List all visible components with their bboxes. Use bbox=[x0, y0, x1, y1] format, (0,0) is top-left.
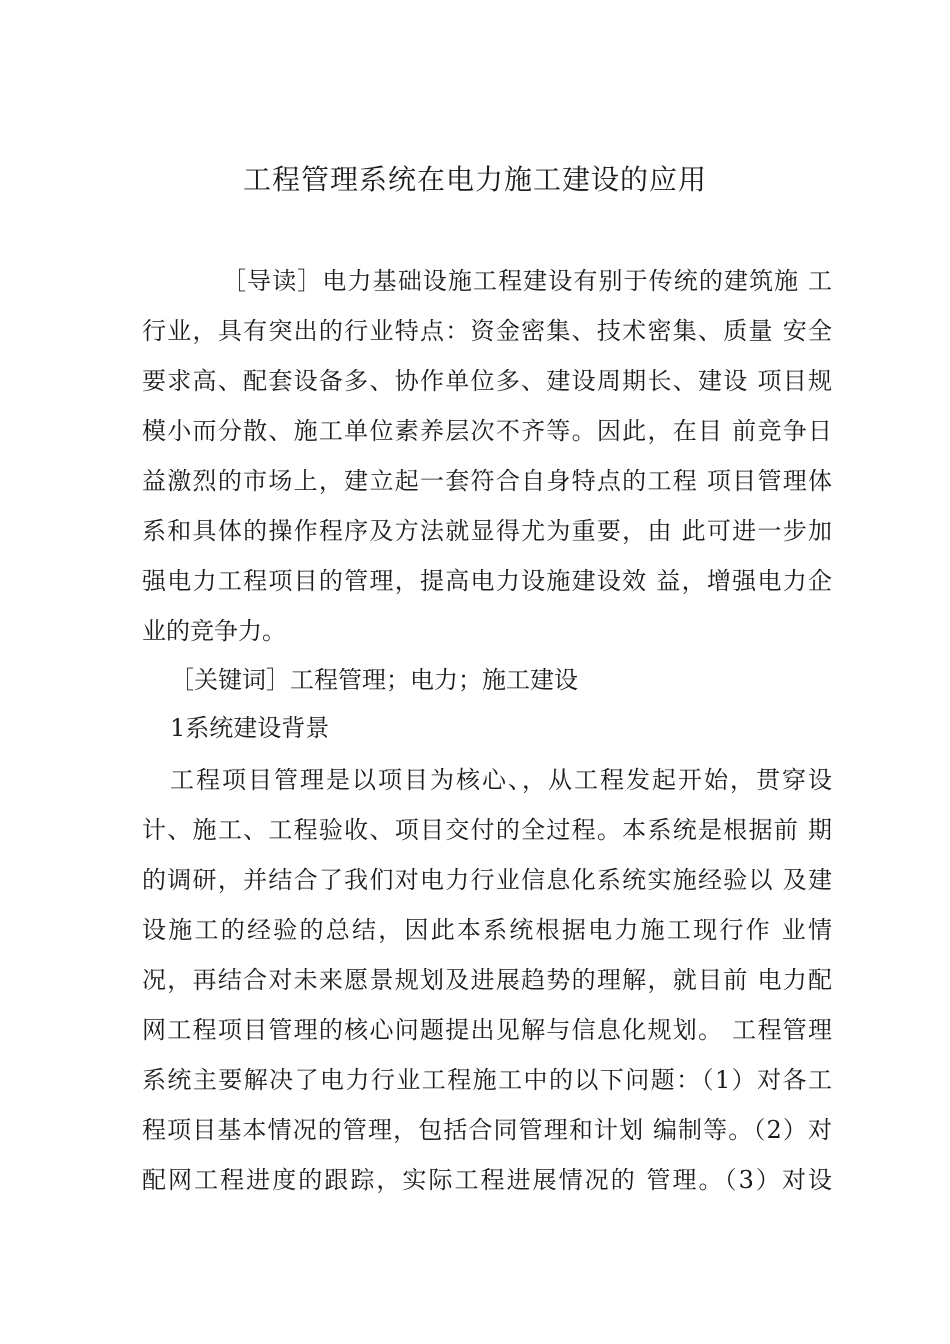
section-heading: 1系统建设背景 bbox=[170, 714, 330, 742]
document-title: 工程管理系统在电力施工建设的应用 bbox=[242, 163, 707, 196]
intro-line: 行业，具有突出的行业特点：资金密集、技术密集、质量 安全 bbox=[142, 317, 832, 345]
body-line: 系统主要解决了电力行业工程施工中的以下问题：（1）对各工 bbox=[142, 1066, 832, 1094]
keywords-line: ［关键词］工程管理；电力；施工建设 bbox=[170, 666, 578, 694]
intro-line: 业的竞争力。 bbox=[142, 617, 286, 645]
intro-line: 益激烈的市场上，建立起一套符合自身特点的工程 项目管理体 bbox=[142, 467, 832, 495]
body-line: 设施工的经验的总结，因此本系统根据电力施工现行作 业情 bbox=[142, 916, 832, 944]
intro-line: 系和具体的操作程序及方法就显得尤为重要，由 此可进一步加 bbox=[142, 517, 832, 545]
body-line: 的调研，并结合了我们对电力行业信息化系统实施经验以 及建 bbox=[142, 866, 832, 894]
intro-line: 模小而分散、施工单位素养层次不齐等。因此，在目 前竞争日 bbox=[142, 417, 832, 445]
body-line: 网工程项目管理的核心问题提出见解与信息化规划。 工程管理 bbox=[142, 1016, 832, 1044]
body-line: 况，再结合对未来愿景规划及进展趋势的理解，就目前 电力配 bbox=[142, 966, 832, 994]
body-line: 配网工程进度的跟踪，实际工程进展情况的 管理。（3）对设 bbox=[142, 1166, 832, 1194]
body-line: 计、施工、工程验收、项目交付的全过程。本系统是根据前 期 bbox=[142, 816, 832, 844]
intro-line: 要求高、配套设备多、协作单位多、建设周期长、建设 项目规 bbox=[142, 367, 832, 395]
body-line: 程项目基本情况的管理，包括合同管理和计划 编制等。（2）对 bbox=[142, 1116, 832, 1144]
body-line: 工程项目管理是以项目为核心、，从工程发起开始，贯穿设 bbox=[170, 766, 832, 794]
intro-line: 强电力工程项目的管理，提高电力设施建设效 益，增强电力企 bbox=[142, 567, 832, 595]
intro-line: ［导读］电力基础设施工程建设有别于传统的建筑施 工 bbox=[222, 267, 832, 295]
